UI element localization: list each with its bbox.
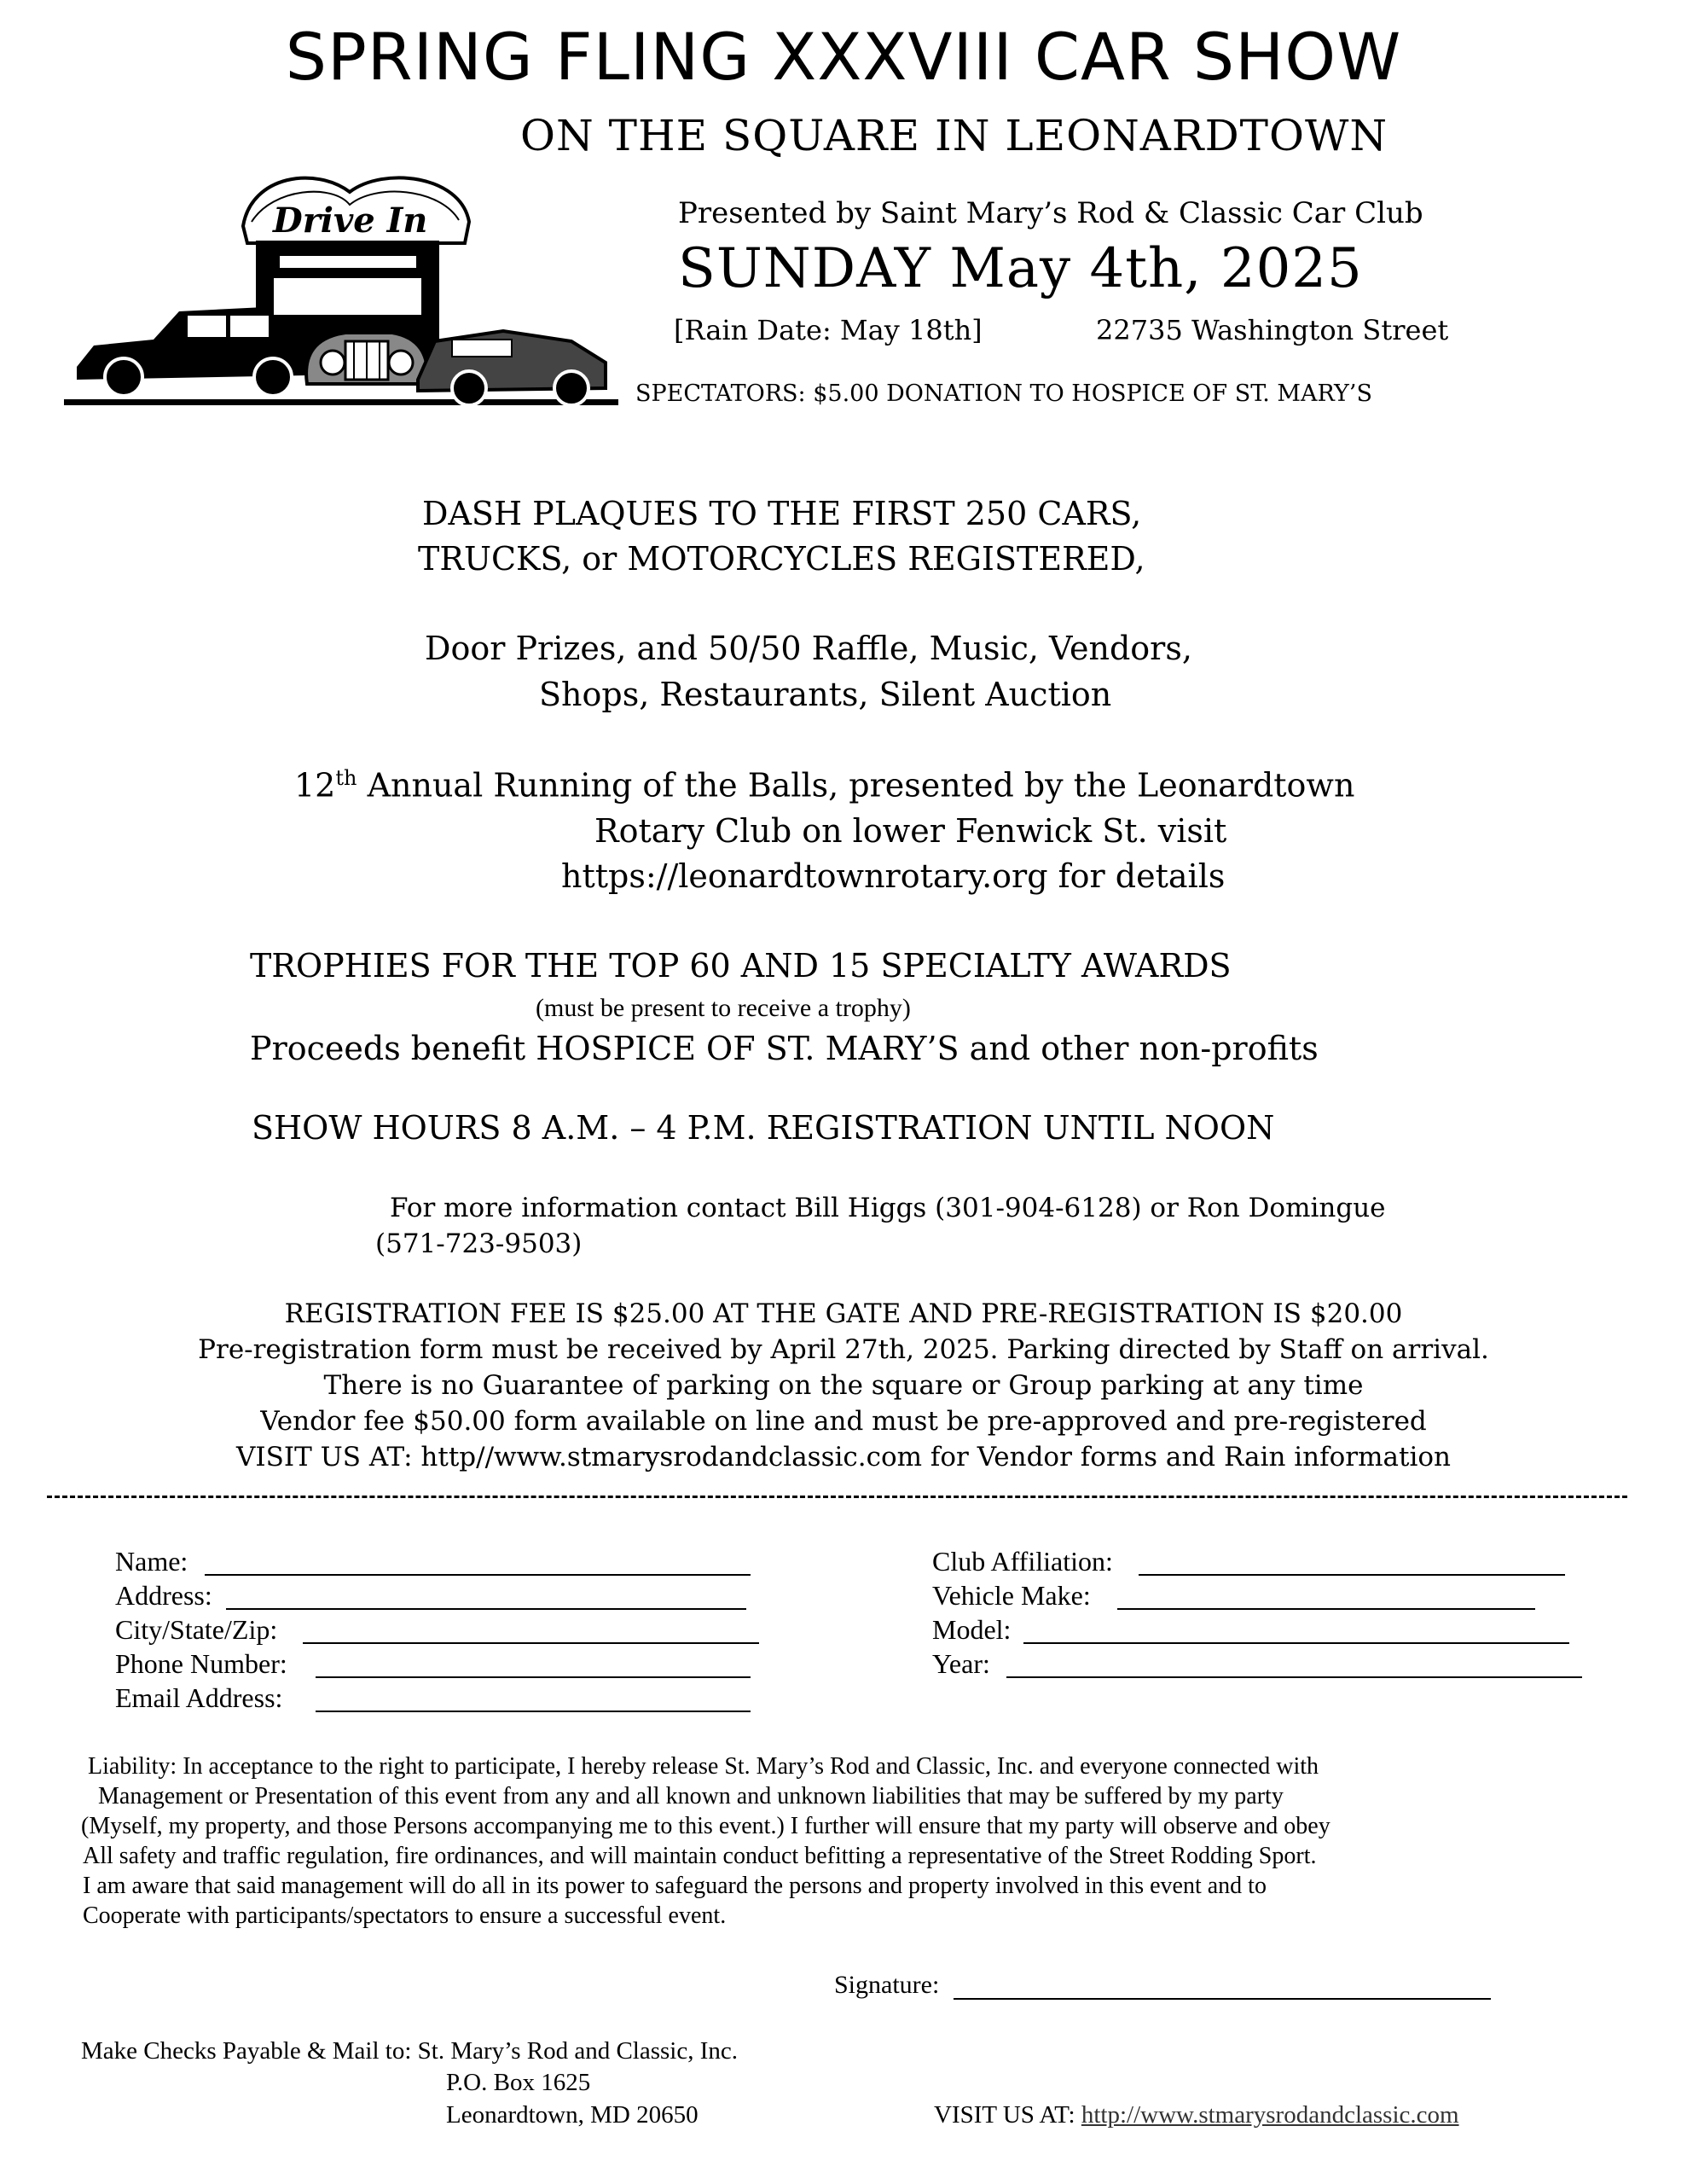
footer-visit [934,2101,1459,2129]
signature-field[interactable] [954,1998,1491,2000]
name-field[interactable] [205,1574,751,1576]
contact-line1: For more information contact Bill Higgs (301-904-6128) or Ron Domingue [390,1193,1386,1223]
running-suffix: th [335,766,357,790]
club-affiliation-label: Club Affiliation: [932,1546,1113,1577]
contact-line2: (571-723-9503) [375,1228,583,1259]
address-field[interactable] [226,1608,746,1610]
liability-line1: Liability: In acceptance to the right to participate, I hereby release St. Mary’s Rod and Classic, Inc. and everyone connected with [88,1753,1319,1780]
vehicle-make-label: Vehicle Make: [932,1580,1091,1611]
plaques-line2: TRUCKS, or MOTORCYCLES REGISTERED, [418,540,1145,578]
fee-line2: Pre-registration form must be received by April 27th, 2025. Parking directed by Staff on arrival. [198,1334,1489,1365]
running-number: 12 [294,766,336,804]
spectators-note: SPECTATORS: $5.00 DONATION TO HOSPICE OF ST. MARY’S [635,380,1372,407]
fee-line3: There is no Guarantee of parking on the square or Group parking at any time [323,1370,1364,1401]
fee-line4: Vendor fee $50.00 form available on line and must be pre-approved and pre-registered [260,1406,1427,1437]
running-line1-text: Annual Running of the Balls, presented by the Leonardtown [367,766,1355,804]
city-state-zip-label: City/State/Zip: [115,1614,278,1645]
trophy-note: (must be present to receive a trophy) [536,994,911,1022]
event-date: SUNDAY May 4th, 2025 [678,237,1363,300]
model-label: Model: [932,1614,1012,1645]
drive-in-logo-text: Drive In [273,200,428,241]
footer-visit-label: VISIT US AT: [934,2101,1075,2129]
cut-line-divider [47,1496,1627,1498]
liability-line4: All safety and traffic regulation, fire ordinances, and will maintain conduct befitting a representative of the Street Rodding Sport. [83,1843,1317,1869]
phone-field[interactable] [316,1676,751,1678]
mail-city: Leonardtown, MD 20650 [446,2101,699,2129]
model-field[interactable] [1023,1642,1569,1644]
show-hours: SHOW HOURS 8 A.M. – 4 P.M. REGISTRATION UNTIL NOON [252,1109,1275,1147]
liability-line3: (Myself, my property, and those Persons accompanying me to this event.) I further will ensure that my party will observe and obey [81,1813,1330,1839]
vehicle-make-field[interactable] [1117,1608,1535,1610]
drive-in-car-logo [60,171,631,414]
running-line1 [294,766,1354,804]
prizes-line1: Door Prizes, and 50/50 Raffle, Music, Vendors, [425,630,1192,667]
fee-line1: REGISTRATION FEE IS $25.00 AT THE GATE AND PRE-REGISTRATION IS $20.00 [284,1298,1403,1329]
address-label: Address: [115,1580,212,1611]
name-label: Name: [115,1546,188,1577]
liability-line5: I am aware that said management will do all in its power to safeguard the persons and property involved in this event and to [83,1873,1267,1899]
liability-line6: Cooperate with participants/spectators to ensure a successful event. [83,1902,727,1929]
rain-date: [Rain Date: May 18th] [674,314,983,346]
year-field[interactable] [1006,1676,1582,1678]
signature-label: Signature: [834,1971,940,1999]
event-address: 22735 Washington Street [1096,314,1449,346]
year-label: Year: [932,1648,990,1679]
city-state-zip-field[interactable] [303,1642,759,1644]
flyer-subtitle: ON THE SQUARE IN LEONARDTOWN [520,111,1388,160]
club-affiliation-field[interactable] [1139,1574,1565,1576]
liability-line2: Management or Presentation of this event from any and all known and unknown liabilities that may be suffered by my party [98,1783,1284,1809]
proceeds-note: Proceeds benefit HOSPICE OF ST. MARY’S and other non-profits [250,1030,1319,1067]
flyer-title: SPRING FLING XXXVIII CAR SHOW [285,19,1402,95]
running-line2: Rotary Club on lower Fenwick St. visit [594,812,1227,850]
website-link[interactable]: http://www.stmarysrodandclassic.com [1081,2101,1459,2129]
email-label: Email Address: [115,1682,283,1713]
prizes-line2: Shops, Restaurants, Silent Auction [539,676,1112,713]
email-field[interactable] [316,1711,751,1712]
checks-payable-line: Make Checks Payable & Mail to: St. Mary’s Rod and Classic, Inc. [81,2037,739,2065]
po-box: P.O. Box 1625 [446,2069,591,2096]
trophies-heading: TROPHIES FOR THE TOP 60 AND 15 SPECIALTY AWARDS [250,947,1232,985]
fee-line5: VISIT US AT: http//www.stmarysrodandclassic.com for Vendor forms and Rain information [236,1442,1451,1472]
presented-by: Presented by Saint Mary’s Rod & Classic Car Club [678,196,1423,230]
plaques-line1: DASH PLAQUES TO THE FIRST 250 CARS, [422,495,1142,532]
phone-label: Phone Number: [115,1648,287,1679]
running-line3: https://leonardtownrotary.org for details [561,857,1226,895]
